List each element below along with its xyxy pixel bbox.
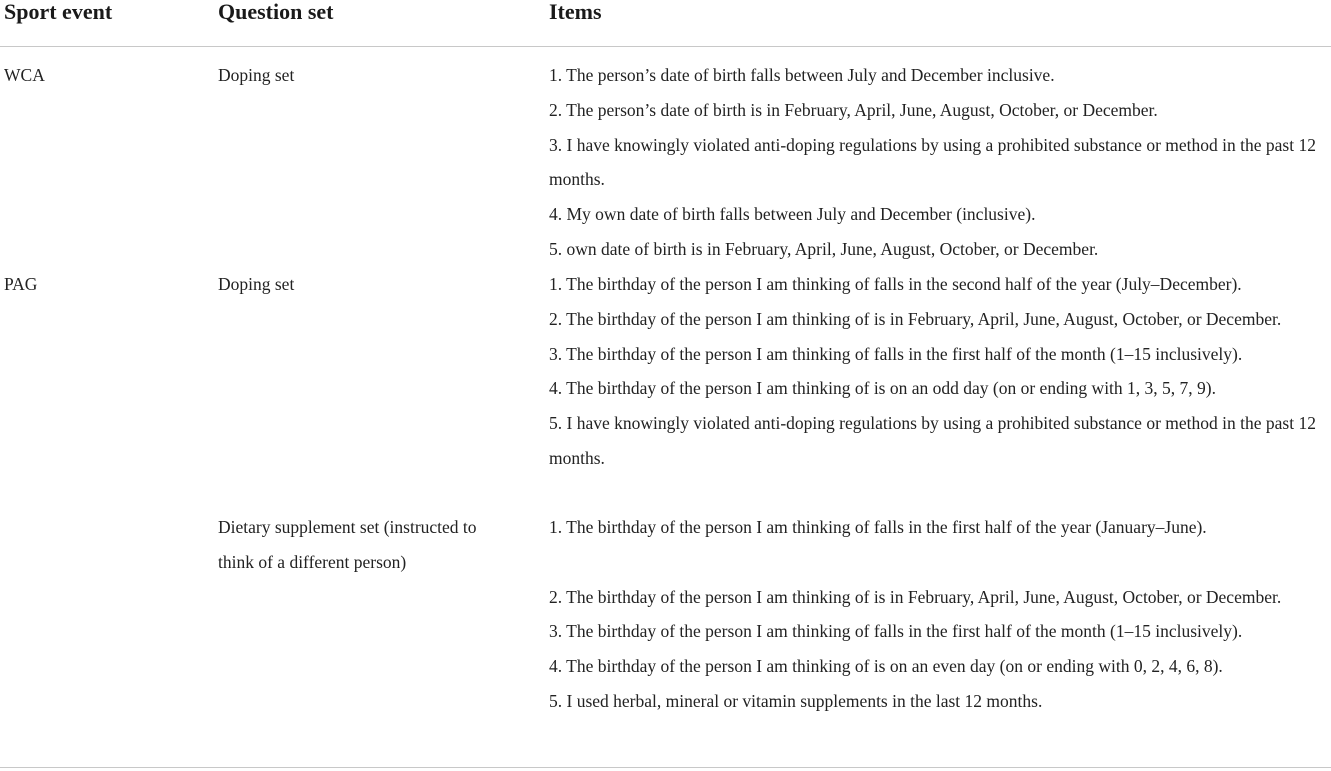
cell-sport-event: WCA <box>4 65 45 85</box>
item-text: 3. I have knowingly violated anti-doping regulations by using a prohibited substance or method in the past 12 months. <box>549 134 1316 190</box>
cell-items <box>549 58 1319 267</box>
header-sport-event: Sport event <box>4 0 113 24</box>
cell-question-set: Doping set <box>218 274 295 294</box>
row-spacer <box>549 545 1319 580</box>
item-text: 5. own date of birth is in February, April, June, August, October, or December. <box>549 238 1099 259</box>
table-bottom-rule <box>0 767 1331 768</box>
cell-question-set: Dietary supplement set (instructed to think of a different person) <box>218 517 477 572</box>
item-text: 5. I have knowingly violated anti-doping regulations by using a prohibited substance or method in the past 12 months. <box>549 413 1316 468</box>
item-text: 2. The birthday of the person I am thinking of is in February, April, June, August, October, or December. <box>549 586 1282 607</box>
item-text: 1. The birthday of the person I am thinking of falls in the second half of the year (July–December). <box>549 274 1242 294</box>
item-text: 2. The person’s date of birth is in February, April, June, August, October, or December. <box>549 99 1158 120</box>
cell-items <box>549 510 1319 719</box>
item-text: 1. The person’s date of birth falls between July and December inclusive. <box>549 65 1055 85</box>
item-text: 3. The birthday of the person I am thinking of falls in the first half of the month (1–15 inclusively). <box>549 343 1243 364</box>
item-text: 4. My own date of birth falls between July and December (inclusive). <box>549 204 1036 225</box>
header-question-set: Question set <box>218 0 334 24</box>
item-text: 4. The birthday of the person I am thinking of is on an even day (on or ending with 0, 2, 4, 6, 8). <box>549 656 1223 677</box>
item-text: 3. The birthday of the person I am thinking of falls in the first half of the month (1–15 inclusively). <box>549 621 1243 642</box>
header-items: Items <box>549 0 602 24</box>
item-text: 1. The birthday of the person I am thinking of falls in the first half of the year (January–June). <box>549 517 1207 537</box>
cell-items <box>549 267 1319 476</box>
item-text: 2. The birthday of the person I am thinking of is in February, April, June, August, October, or December. <box>549 308 1282 329</box>
item-text: 5. I used herbal, mineral or vitamin supplements in the last 12 months. <box>549 690 1043 711</box>
table-header <box>0 0 1331 47</box>
cell-sport-event: PAG <box>4 274 38 294</box>
item-text: 4. The birthday of the person I am thinking of is on an odd day (on or ending with 1, 3, 5, 7, 9). <box>549 378 1216 399</box>
cell-question-set: Doping set <box>218 65 295 85</box>
